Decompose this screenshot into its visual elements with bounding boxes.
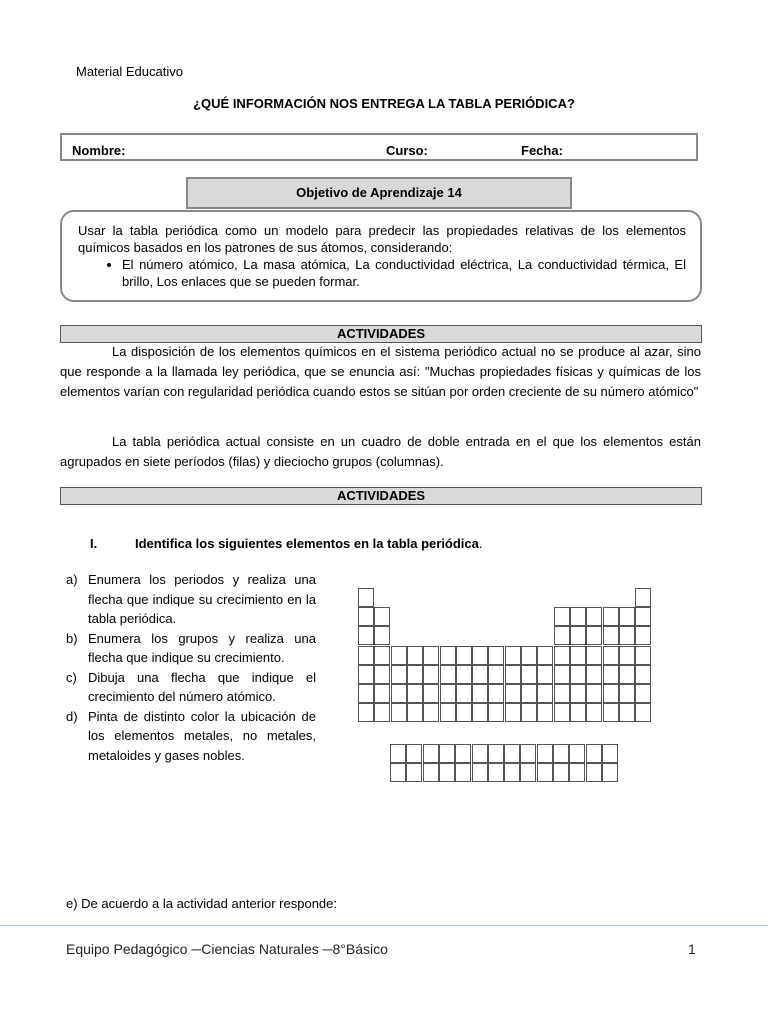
table-cell (407, 703, 423, 722)
table-cell (456, 665, 472, 684)
item-label: b) (66, 630, 78, 646)
table-cell (554, 626, 570, 645)
table-cell (635, 684, 651, 703)
table-cell (603, 703, 619, 722)
paragraph-periodic-law (60, 342, 701, 402)
section-i-heading (90, 536, 483, 551)
footer-text: Equipo Pedagógico ─Ciencias Naturales ─8°Básico (66, 941, 388, 957)
table-cell (602, 763, 618, 782)
table-cell (554, 684, 570, 703)
table-cell (586, 684, 602, 703)
list-item (66, 570, 316, 629)
table-cell (635, 665, 651, 684)
table-cell (521, 684, 537, 703)
table-cell (537, 684, 553, 703)
table-cell (456, 646, 472, 665)
nombre-label: Nombre: (72, 143, 126, 158)
table-cell (472, 665, 488, 684)
table-cell (472, 646, 488, 665)
table-cell (456, 703, 472, 722)
paragraph-1-text: La disposición de los elementos químicos en el sistema periódico actual no se produce al azar, sino que responde a la llamada ley periódica, que se enuncia así: "Muchas propiedades físicas y químicas de los elementos varían con regularidad periódica cuando estos se sitúan por orden creciente de su número atómico" (60, 344, 701, 399)
table-cell (521, 646, 537, 665)
table-cell (537, 665, 553, 684)
table-cell (602, 744, 618, 763)
table-cell (537, 763, 553, 782)
table-cell (603, 607, 619, 626)
table-cell (635, 646, 651, 665)
table-cell (391, 665, 407, 684)
item-text: Enumera los grupos y realiza una flecha que indique su crecimiento. (88, 630, 316, 665)
objective-bullet: • El número atómico, La masa atómica, La conductividad eléctrica, La conductividad térmica, El brillo, Los enlaces que se pueden formar. (122, 256, 686, 290)
table-cell (569, 744, 585, 763)
table-cell (635, 588, 651, 607)
table-cell (358, 646, 374, 665)
section-title: Identifica los siguientes elementos en la tabla periódica (135, 536, 479, 551)
activities-heading-2: ACTIVIDADES (60, 487, 702, 505)
table-cell (374, 646, 390, 665)
table-cell (521, 665, 537, 684)
table-cell (537, 744, 553, 763)
table-cell (472, 703, 488, 722)
table-cell (358, 588, 374, 607)
table-cell (586, 626, 602, 645)
item-label: a) (66, 572, 78, 587)
table-cell (488, 703, 504, 722)
table-cell (358, 703, 374, 722)
footer-divider (0, 925, 768, 926)
item-text: Pinta de distinto color la ubicación de los elementos metales, no metales, metaloides y gases nobles. (88, 708, 316, 763)
table-cell (358, 684, 374, 703)
table-cell (407, 646, 423, 665)
table-cell (619, 665, 635, 684)
table-cell (586, 607, 602, 626)
table-cell (553, 744, 569, 763)
objective-heading: Objetivo de Aprendizaje 14 (186, 177, 572, 209)
table-cell (603, 626, 619, 645)
curso-label: Curso: (386, 143, 428, 158)
paragraph-table-structure (60, 432, 701, 472)
activities-heading-1: ACTIVIDADES (60, 325, 702, 343)
section-number: I. (90, 536, 98, 551)
item-text: Dibuja una flecha que indique el crecimiento del número atómico. (88, 669, 316, 704)
table-cell (407, 684, 423, 703)
table-cell (406, 763, 422, 782)
table-cell (440, 684, 456, 703)
table-cell (520, 763, 536, 782)
table-cell (586, 665, 602, 684)
table-cell (423, 744, 439, 763)
section-period: . (478, 536, 483, 551)
table-cell (603, 665, 619, 684)
student-info-box (60, 133, 698, 161)
table-cell (374, 665, 390, 684)
table-cell (586, 763, 602, 782)
table-cell (586, 703, 602, 722)
table-cell (358, 626, 374, 645)
item-text: Enumera los periodos y realiza una flecha que indique su crecimiento en la tabla periódica. (88, 572, 316, 626)
page-title: ¿QUÉ INFORMACIÓN NOS ENTREGA LA TABLA PERIÓDICA? (193, 96, 575, 111)
table-cell (358, 607, 374, 626)
item-label: d) (66, 708, 78, 724)
table-cell (554, 607, 570, 626)
table-cell (358, 665, 374, 684)
table-cell (504, 763, 520, 782)
table-cell (390, 744, 406, 763)
table-cell (537, 646, 553, 665)
paragraph-2-text: La tabla periódica actual consiste en un cuadro de doble entrada en el que los elementos están agrupados en siete períodos (filas) y dieciocho grupos (columnas). (60, 434, 701, 469)
table-cell (619, 607, 635, 626)
table-cell (505, 684, 521, 703)
table-cell (472, 763, 488, 782)
table-cell (635, 626, 651, 645)
table-cell (521, 703, 537, 722)
table-cell (505, 665, 521, 684)
table-cell (440, 646, 456, 665)
table-cell (554, 646, 570, 665)
table-cell (439, 763, 455, 782)
table-cell (554, 665, 570, 684)
table-cell (440, 665, 456, 684)
table-cell (619, 646, 635, 665)
table-cell (603, 646, 619, 665)
table-cell (619, 626, 635, 645)
table-cell (569, 763, 585, 782)
objective-list (78, 256, 686, 290)
table-cell (570, 607, 586, 626)
page-number: 1 (688, 941, 696, 957)
table-cell (374, 684, 390, 703)
table-cell (505, 646, 521, 665)
table-cell (440, 703, 456, 722)
table-cell (570, 646, 586, 665)
table-cell (472, 744, 488, 763)
table-cell (488, 763, 504, 782)
table-cell (423, 665, 439, 684)
table-cell (456, 684, 472, 703)
objective-box (60, 210, 702, 302)
table-cell (374, 703, 390, 722)
table-cell (472, 684, 488, 703)
table-cell (537, 703, 553, 722)
table-cell (488, 665, 504, 684)
table-cell (553, 763, 569, 782)
table-cell (570, 665, 586, 684)
table-cell (391, 703, 407, 722)
table-cell (619, 684, 635, 703)
table-cell (423, 646, 439, 665)
header-label: Material Educativo (76, 64, 183, 79)
question-e: e) De acuerdo a la actividad anterior responde: (66, 896, 337, 911)
table-cell (586, 646, 602, 665)
table-cell (423, 763, 439, 782)
table-cell (619, 703, 635, 722)
table-cell (570, 684, 586, 703)
table-cell (488, 684, 504, 703)
table-cell (391, 684, 407, 703)
table-cell (455, 763, 471, 782)
objective-text: Usar la tabla periódica como un modelo para predecir las propiedades relativas de los elementos químicos basados en los patrones de sus átomos, considerando: (78, 223, 686, 255)
table-cell (504, 744, 520, 763)
table-cell (570, 703, 586, 722)
table-cell (374, 607, 390, 626)
table-cell (554, 703, 570, 722)
list-item (66, 629, 316, 668)
table-cell (586, 744, 602, 763)
table-cell (505, 703, 521, 722)
table-cell (390, 763, 406, 782)
table-cell (603, 684, 619, 703)
table-cell (488, 744, 504, 763)
table-cell (391, 646, 407, 665)
table-cell (407, 665, 423, 684)
table-cell (635, 703, 651, 722)
table-cell (439, 744, 455, 763)
table-cell (423, 684, 439, 703)
table-cell (570, 626, 586, 645)
activity-list (66, 570, 316, 765)
list-item (66, 707, 316, 766)
table-cell (635, 607, 651, 626)
table-cell (455, 744, 471, 763)
table-cell (374, 626, 390, 645)
item-label: c) (66, 669, 77, 685)
table-cell (520, 744, 536, 763)
table-cell (406, 744, 422, 763)
list-item (66, 668, 316, 707)
fecha-label: Fecha: (521, 143, 563, 158)
table-cell (488, 646, 504, 665)
table-cell (423, 703, 439, 722)
